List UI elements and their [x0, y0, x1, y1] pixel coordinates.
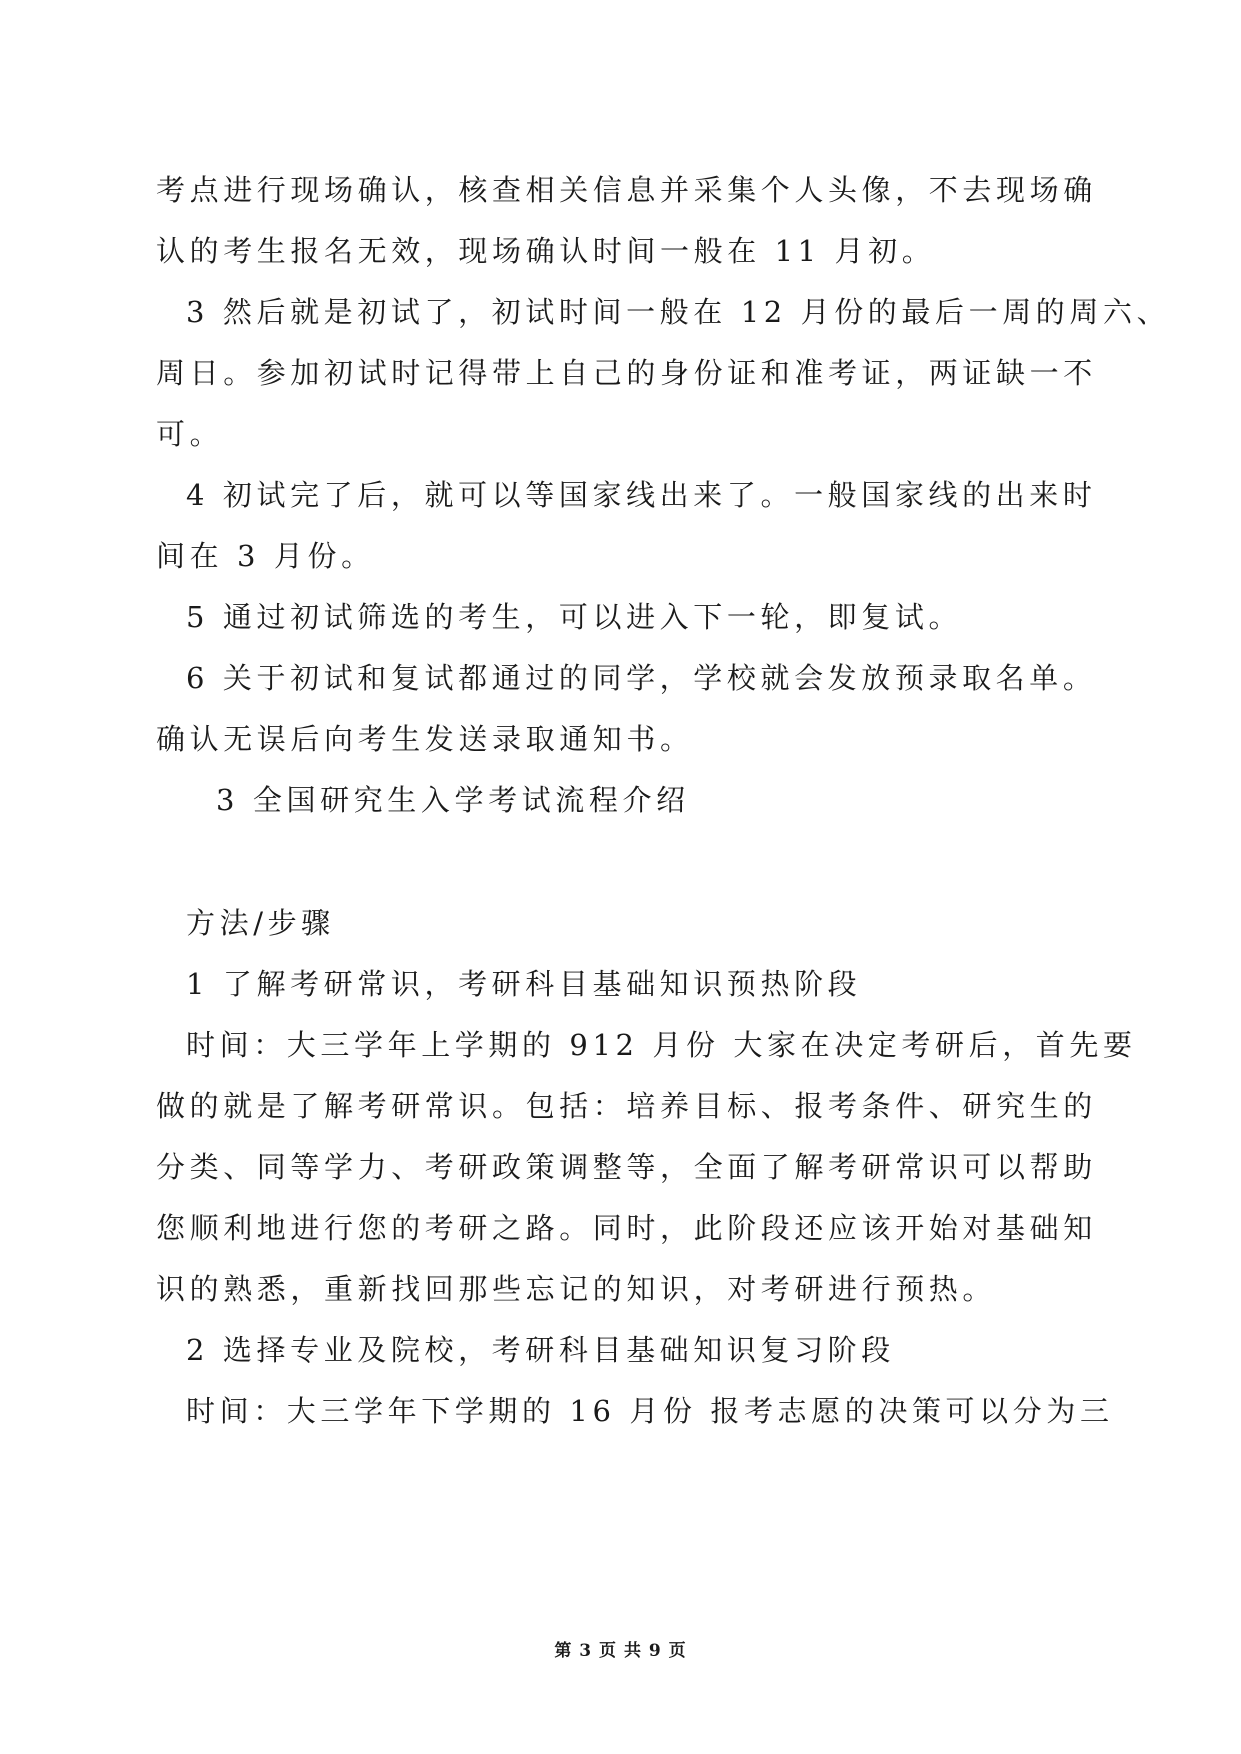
text-line: 分类、同等学力、考研政策调整等，全面了解考研常识可以帮助 [156, 1150, 1097, 1184]
text-line: 时间：大三学年下学期的 16 月份 报考志愿的决策可以分为三 [186, 1394, 1114, 1428]
text-line: 识的熟悉，重新找回那些忘记的知识，对考研进行预热。 [156, 1272, 997, 1306]
text-line: 可。 [156, 417, 224, 451]
text-line: 5 通过初试筛选的考生，可以进入下一轮，即复试。 [186, 600, 963, 634]
text-line: 认的考生报名无效，现场确认时间一般在 11 月初。 [156, 234, 936, 268]
text-line: 确认无误后向考生发送录取通知书。 [156, 722, 694, 756]
section-heading: 3 全国研究生入学考试流程介绍 [216, 783, 690, 817]
text-line: 您顺利地进行您的考研之路。同时，此阶段还应该开始对基础知 [156, 1211, 1097, 1245]
text-line: 周日。参加初试时记得带上自己的身份证和准考证，两证缺一不 [156, 356, 1097, 390]
text-line: 时间：大三学年上学期的 912 月份 大家在决定考研后，首先要 [186, 1028, 1137, 1062]
subheading: 方法/步骤 [186, 906, 335, 940]
page-number: 第 3 页 共 9 页 [554, 1641, 687, 1661]
text-line: 1 了解考研常识，考研科目基础知识预热阶段 [186, 967, 862, 1001]
text-line: 2 选择专业及院校，考研科目基础知识复习阶段 [186, 1333, 895, 1367]
text-line: 3 然后就是初试了，初试时间一般在 12 月份的最后一周的周六、 [186, 295, 1171, 329]
text-line: 考点进行现场确认，核查相关信息并采集个人头像，不去现场确 [156, 173, 1097, 207]
text-line: 间在 3 月份。 [156, 539, 375, 573]
text-line: 做的就是了解考研常识。包括：培养目标、报考条件、研究生的 [156, 1089, 1097, 1123]
text-line: 4 初试完了后，就可以等国家线出来了。一般国家线的出来时 [186, 478, 1097, 512]
text-line: 6 关于初试和复试都通过的同学，学校就会发放预录取名单。 [186, 661, 1097, 695]
